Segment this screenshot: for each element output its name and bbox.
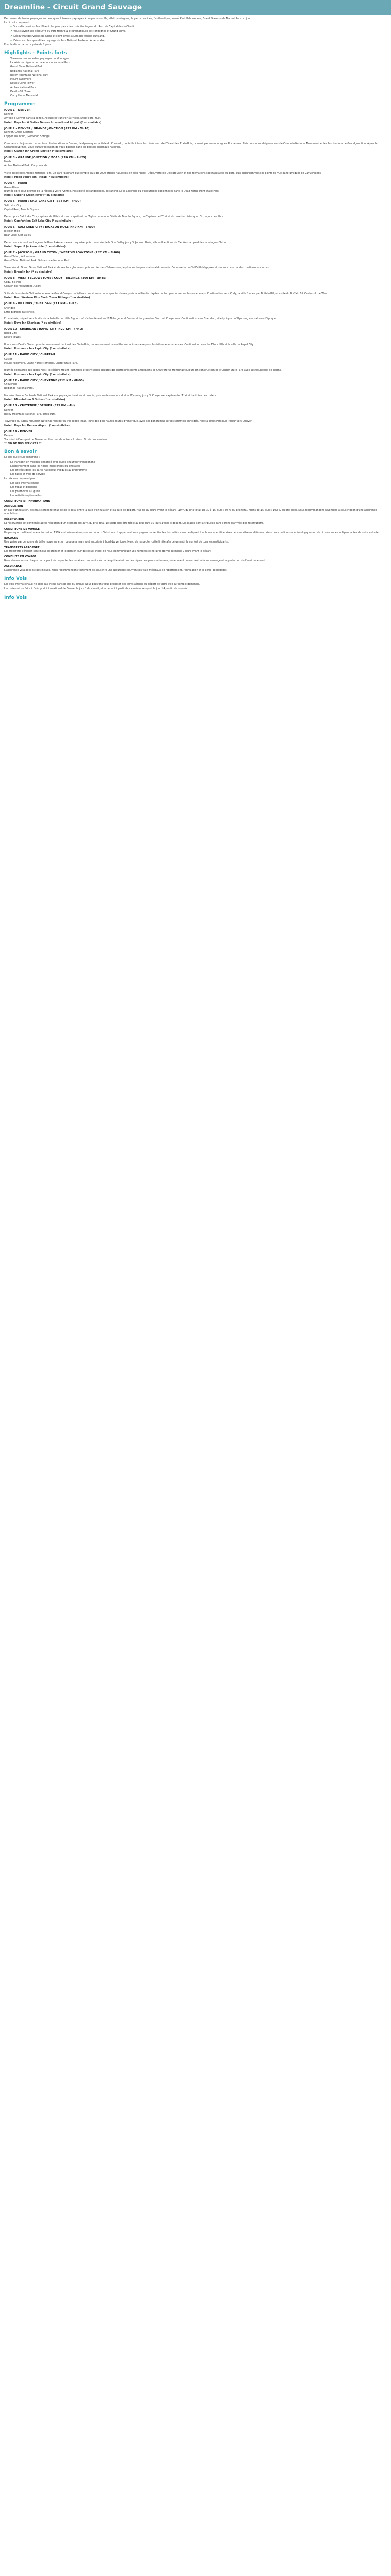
day-title: JOUR 10 - SHERIDAN / RAPID CITY (420 KM - 4H40) xyxy=(4,328,84,331)
terms-section-title: BAGAGES xyxy=(4,536,18,540)
day-description: Bear Lake, Star Valley. Départ vers le nord en longeant le Bear Lake aux eaux turquoise, puis traversée de la Star Valley jusqu'à Jackson Hole, ville authentique du Far West au pied des montagnes Teton. xyxy=(4,234,227,244)
terms-section-text: Un passeport valide et une autorisation ESTA sont nécessaires pour entrer aux États-Unis. Il appartient au voyageur de vérifier les formalités avant le départ. Les horaires et itinéraires peuvent être modifiés en raison des conditions météorologiques ou de circonstances indépendantes de notre volonté. xyxy=(4,531,380,534)
terms-heading: CONDITIONS ET INFORMATIONS xyxy=(4,499,51,503)
highlight-item: • La série de régions de Halamondo National Park xyxy=(10,62,387,65)
included-item: • Les taxes et frais de service xyxy=(10,473,387,477)
day-hotel: Hotel : Days Inn & Suites Denver International Airport (* ou similaire) xyxy=(4,121,102,124)
flight-info-heading: Info Vols xyxy=(4,575,27,581)
intro-bullet: • ✔ Découvrez les splendides paysage du Parc National Redwood Ameri-ralse. xyxy=(10,39,387,43)
included-section xyxy=(4,456,387,460)
day-hotel: Hotel : Comfort Inn Salt Lake City (* ou similaire) xyxy=(4,220,73,223)
day-location: Moab xyxy=(4,160,11,163)
programme-day xyxy=(4,226,387,249)
day-description: Mount Rushmore, Crazy Horse Memorial, Custer State Park. Journée consacrée aux Black Hills : le célèbre Mount Rushmore et les visages sculptés de quatre présidents américains, le Crazy Horse Memorial toujours en construction et le Custer State Park avec ses troupeaux de bisons. xyxy=(4,362,282,372)
day-title: JOUR 1 - DENVER xyxy=(4,108,31,112)
check-icon: ✔ xyxy=(10,25,13,29)
day-hotel-line xyxy=(4,176,387,180)
terms-section-title: ANNULATION xyxy=(4,505,23,509)
terms-section xyxy=(4,500,387,573)
not-included-item: • Les vols internationaux xyxy=(10,482,387,486)
intro-section xyxy=(0,15,391,48)
day-hotel: Hotel : Rushmore Inn Rapid City (* ou similaire) xyxy=(4,347,71,350)
highlight-item: • Devil's Gift Tower xyxy=(10,91,387,94)
not-included-item: • Les repas et boissons xyxy=(10,486,387,490)
day-location: Cheyenne xyxy=(4,383,17,386)
day-title: JOUR 11 - RAPID CITY / CHATEAU xyxy=(4,353,55,357)
highlight-item: • Traversez des superbes paysages de Montagne xyxy=(10,58,387,61)
terms-section-text: Une valise par personne de taille moyenne et un bagage à main sont autorisés à bord du véhicule. Merci de respecter cette limite afin de garantir le confort de tous les participants. xyxy=(4,541,229,544)
included-item: • Le transport en minibus climatisé avec guide-chauffeur francophone xyxy=(10,461,387,465)
day-title: JOUR 9 - BILLINGS / SHERIDAN (211 KM - 2H25) xyxy=(4,302,78,306)
day-hotel-line xyxy=(4,150,387,154)
day-description: Arrivée à Denver dans la soirée. Accueil et transfert à l'hôtel. Dîner libre. Nuit. xyxy=(4,117,101,120)
day-hotel-line xyxy=(4,122,387,125)
day-title: JOUR 6 - SALT LAKE CITY / JACKSON HOLE (449 KM - 5H00) xyxy=(4,225,95,229)
day-description: Grand Teton National Park, Yellowstone National Park. Traversée du Grand Teton National Park et de ses lacs glaciaires, puis entrée dans Yellowstone, le plus ancien parc national du monde. Découverte du Old Faithful geyser et des sources chaudes multicolores du parc. xyxy=(4,260,271,270)
intro-bullet-list xyxy=(4,25,387,43)
terms-section-text: Nous demandons à chaque participant de respecter les horaires communiqués par le guide ainsi que les règles des parcs nationaux, notamment concernant la faune sauvage et la protection de l'environnement. xyxy=(4,560,266,563)
day-title: JOUR 12 - RAPID CITY / CHEYENNE (512 KM - 6H00) xyxy=(4,379,84,382)
day-hotel-line xyxy=(4,297,387,300)
day-title: JOUR 14 - DENVER xyxy=(4,430,33,433)
programme-days xyxy=(4,109,387,447)
check-icon: ✔ xyxy=(10,39,13,43)
terms-list xyxy=(4,505,387,572)
day-description: Devil's Tower. Route vers Devil's Tower, premier monument national des États-Unis, impressionnant monolithe volcanique sacré pour les tribus amérindiennes. Continuation vers les Black Hills et la ville de Rapid City. xyxy=(4,336,254,347)
terms-section-title: TRANSFERTS AÉROPORT xyxy=(4,546,40,549)
day-hotel: Hotel : Clarion Inn Grand Junction (* ou similaire) xyxy=(4,150,73,154)
day-title: JOUR 8 - WEST YELLOWSTONE / CODY - BILLINGS (300 KM - 3H45) xyxy=(4,277,107,280)
terms-section-title: ASSURANCE xyxy=(4,565,22,568)
day-location: Denver xyxy=(4,113,13,116)
day-title: JOUR 4 - MOAB xyxy=(4,181,27,185)
not-included-heading: Le prix ne comprend pas : xyxy=(4,478,37,481)
day-location: Rapid City xyxy=(4,332,17,335)
check-icon: ✔ xyxy=(10,35,13,38)
not-included-item: • Les pourboires au guide xyxy=(10,490,387,494)
terms-section-title: CONDITIONS DE VOYAGE xyxy=(4,527,40,531)
day-hotel-line xyxy=(4,220,387,224)
day-description: Journée libre pour profiter de la région à votre rythme. Possibilité de randonnées, de rafting sur le Colorado ou d'excursions optionnelles dans le Dead Horse Point State Park. xyxy=(4,190,220,193)
day-hotel: Hotel : Brandin Inn (* ou similaire) xyxy=(4,271,53,274)
day-hotel: Hotel : Days Inn Sheridan (* ou similaire) xyxy=(4,322,61,325)
programme-day xyxy=(4,404,387,428)
day-description: Arches National Park, Canyonlands. Visite du célèbre Arches National Park, un parc fascinant qui compte plus de 2000 arches naturelles en grès rouge. Découverte de Delicate Arch et des formations spectaculaires du parc, puis excursion vers les points de vue panoramiques de Canyonlands. xyxy=(4,164,322,175)
programme-day xyxy=(4,277,387,300)
programme-heading: Programme xyxy=(4,101,35,107)
programme-day xyxy=(4,127,387,155)
day-location: Denver xyxy=(4,409,13,412)
day-hotel-line xyxy=(4,271,387,275)
day-description: Badlands National Park. Matinée dans le Badlands National Park aux paysages lunaires et colorés, puis route vers le sud et le Wyoming jusqu'à Cheyenne, capitale de l'Etat et haut lieu des rodéos. xyxy=(4,387,217,398)
day-hotel: ** FIN DE NOS SERVICES ** xyxy=(4,443,42,446)
flight-info-paragraph: L'arrivée doit se faire à l'aéroport international de Denver le jour 1 du circuit, et le départ à partir de ce même aéroport le jour 14, en fin de journée. xyxy=(4,587,188,590)
day-location: Jackson Hole xyxy=(4,230,20,233)
day-description: Copper Mountain, Glenwood Springs. Commencez la journée par un tour d'orientation de Denver, la dynamique capitale du Colorado, contrôle à tous les côtés nord de l'Ouest des Etats-Unis, dominé par les montagnes Rocheuses. Puis nous nous dirigeons vers le Colorado National Monument et les fascinations de Grand Junction. Après le Glenwood Springs, vous aurez l'occasion de vous baigner dans les bassins thermaux naturels. xyxy=(4,135,378,149)
day-hotel-line xyxy=(4,348,387,351)
day-location: Denver, Grand Junction xyxy=(4,131,34,134)
programme-day xyxy=(4,353,387,377)
intro-paragraph-1: Découvrez de beaux paysages authentiques à travers paysages à couper le souffle, effet montagnes, la pierre calcinée, l'authentique, sauvé Ksaf Hahoukrane, Grand Slave ou de Natinal Park du jour. xyxy=(4,17,252,20)
highlights-list xyxy=(4,58,387,98)
footer-heading: Info Vols xyxy=(4,595,27,600)
terms-section-text: L'assurance voyage n'est pas incluse. Nous recommandons fortement de souscrire une assurance couvrant les frais médicaux, le rapatriement, l'annulation et la perte de bagages. xyxy=(4,569,228,572)
day-description: Transfert à l'aéroport de Denver en fonction de votre vol retour. Fin de nos services. xyxy=(4,438,108,442)
highlight-item: • Arches National Park xyxy=(10,87,387,90)
day-hotel: Hotel : Rushmore Inn Rapid City (* ou similaire) xyxy=(4,373,71,376)
programme-day xyxy=(4,302,387,326)
day-title: JOUR 5 - MOAB / SALT LAKE CITY (374 KM - 4H00) xyxy=(4,200,81,204)
highlight-item: • Rocky Mountains National Park xyxy=(10,74,387,78)
day-title: JOUR 2 - DENVER / GRANDE JONCTION (423 KM - 5H10) xyxy=(4,127,90,130)
included-list xyxy=(4,461,387,477)
highlight-item: • Grand Slave National Park xyxy=(10,66,387,70)
programme-day xyxy=(4,109,387,125)
day-hotel-line xyxy=(4,425,387,428)
day-hotel-line xyxy=(4,399,387,402)
day-location: Cody, Billings xyxy=(4,281,21,284)
highlight-item: • Badlands National Park xyxy=(10,70,387,74)
day-hotel: Hotel : Best Western Plus Clock Tower Billings (* ou similaire) xyxy=(4,296,90,299)
day-location: Sheridan xyxy=(4,307,15,310)
day-location: Salt Lake City xyxy=(4,205,21,208)
programme-day xyxy=(4,156,387,180)
day-hotel-line xyxy=(4,246,387,249)
day-description: Little Bighorn Battlefield. En matinée, départ vers le site de la bataille de Little Bighorn où s'affrontèrent en 1876 le général Custer et les guerriers Sioux et Cheyennes. Continuation vers Sheridan, ville typique du Wyoming aux saloons d'époque. xyxy=(4,311,277,321)
day-title: JOUR 13 - CHEYENNE / DENVER (325 KM - 4H) xyxy=(4,404,75,408)
included-item: • L'hébergement dans les hôtels mentionnés ou similaires xyxy=(10,465,387,469)
terms-section-text: La réservation est confirmée après réception d'un acompte de 30 % du prix total. Le solde doit être réglé au plus tard 30 jours avant le départ. Les places sont attribuées dans l'ordre d'arrivée des réservations. xyxy=(4,522,264,525)
day-hotel: Hotel : Days Inn Denver Airport (* ou similaire) xyxy=(4,424,70,427)
day-hotel: Hotel : Super 8 Green River (* ou similaire) xyxy=(4,194,64,197)
day-hotel-line xyxy=(4,194,387,198)
not-included-section xyxy=(4,478,387,481)
terms-section-text: En cas d'annulation, des frais seront retenus selon le délai entre la date d'annulation et la date de départ. Plus de 30 jours avant le départ : 10 % du prix total. De 30 à 15 jours : 50 % du prix total. Moins de 15 jours : 100 % du prix total. Nous recommandons vivement la souscription d'une assurance annulation. xyxy=(4,509,377,516)
terms-section-text: Les transferts aéroport sont inclus le premier et le dernier jour du circuit. Merci de nous communiquer vos numéros et horaires de vol au moins 7 jours avant le départ. xyxy=(4,550,212,553)
intro-paragraph-2: Le circuit comprend : xyxy=(4,21,30,24)
programme-day xyxy=(4,200,387,224)
intro-closing: Pour le départ à partir privé de 2 pers. xyxy=(4,44,52,47)
highlight-item: • Mount Rushmore xyxy=(10,78,387,82)
included-item: • Les entrées dans les parcs nationaux indiqués au programme xyxy=(10,469,387,473)
day-hotel-line xyxy=(4,443,387,446)
highlight-item: • Crazy Horse Memorial xyxy=(10,95,387,98)
day-hotel: Hotel : Super 8 Jackson Hole (* ou similaire) xyxy=(4,245,66,248)
day-title: JOUR 7 - JACKSON / GRAND TETON / WEST YELLOWSTONE (227 KM - 3H00) xyxy=(4,251,120,255)
day-description: Capitol Reef, Temple Square. Départ pour Salt Lake City, capitale de l'Utah et centre spirituel de l'Église mormone. Visite de Temple Square, du Capitole de l'Etat et du quartier historique. Fin de journée libre. xyxy=(4,209,224,219)
programme-day xyxy=(4,251,387,275)
not-included-item: • Les activités optionnelles xyxy=(10,495,387,498)
day-hotel-line xyxy=(4,322,387,326)
highlights-heading: Highlights - Points forts xyxy=(4,50,67,56)
page xyxy=(0,0,391,602)
day-hotel: Hotel : Microtel Inn & Suites (* ou similaire) xyxy=(4,399,66,402)
terms-section-title: RÉSERVATION xyxy=(4,518,24,521)
good-to-know-heading: Bon à savoir xyxy=(4,449,37,455)
day-location: Denver xyxy=(4,434,13,437)
day-location: Green River xyxy=(4,186,19,189)
programme-day xyxy=(4,379,387,403)
included-intro: Le prix du circuit comprend : xyxy=(4,456,40,460)
intro-bullet: • ✔ Vous découvrirez Parc Khami, les plus parcs des trois Montagnes du Rozu de Capital des la Chadi. xyxy=(10,25,387,29)
intro-bullet: • ✔ Découvrez des visites de Raine et ceint entre la Lambel Walena Parkland. xyxy=(10,35,387,39)
day-description: Canyon du Yellowstone, Cody. Suite de la visite de Yellowstone avec le Grand Canyon du Yellowstone et ses chutes spectaculaires, puis la vallée de Hayden où l'on peut observer bisons et élans. Continuation vers Cody, la ville fondée par Buffalo Bill, et visite du Buffalo Bill Center of the West. xyxy=(4,285,329,295)
flight-info-section xyxy=(4,583,387,591)
day-hotel-line xyxy=(4,374,387,377)
tour-title: Dreamline - Circuit Grand Sauvage xyxy=(4,3,142,11)
programme-day xyxy=(4,430,387,447)
terms-section-title: CONDUITE EN VOYAGE xyxy=(4,555,37,559)
day-title: JOUR 3 - GRANDE JONCTION / MOAB (210 KM - 2H25) xyxy=(4,156,86,160)
flight-info-paragraph: Les vols internationaux ne sont pas inclus dans le prix du circuit. Nous pouvons vous proposer des tarifs aériens au départ de votre ville sur simple demande. xyxy=(4,583,200,586)
programme-day xyxy=(4,182,387,198)
intro-bullet: • ✔ Vous suivrez ses découvrir au Parc Hamrouz et dramatiques de Montagnes et Grand Slave. xyxy=(10,30,387,34)
check-icon: ✔ xyxy=(10,30,13,33)
not-included-list xyxy=(4,482,387,498)
day-description: Rocky Mountain National Park, Estes Park. Traversée du Rocky Mountain National Park par la Trail Ridge Road, l'une des plus hautes routes d'Amérique, avec ses panoramas sur les sommets enneigés. Arrêt à Estes Park puis retour vers Denver. xyxy=(4,413,252,423)
programme-day xyxy=(4,328,387,351)
day-hotel: Hotel : Moab Valley Inn - Moab (* ou similaire) xyxy=(4,176,69,179)
highlight-item: • Devil's Cenia Tower xyxy=(10,82,387,86)
day-location: Grand Teton, Yellowstone xyxy=(4,256,36,259)
day-location: Custer xyxy=(4,358,12,361)
tour-title-banner xyxy=(0,0,391,15)
